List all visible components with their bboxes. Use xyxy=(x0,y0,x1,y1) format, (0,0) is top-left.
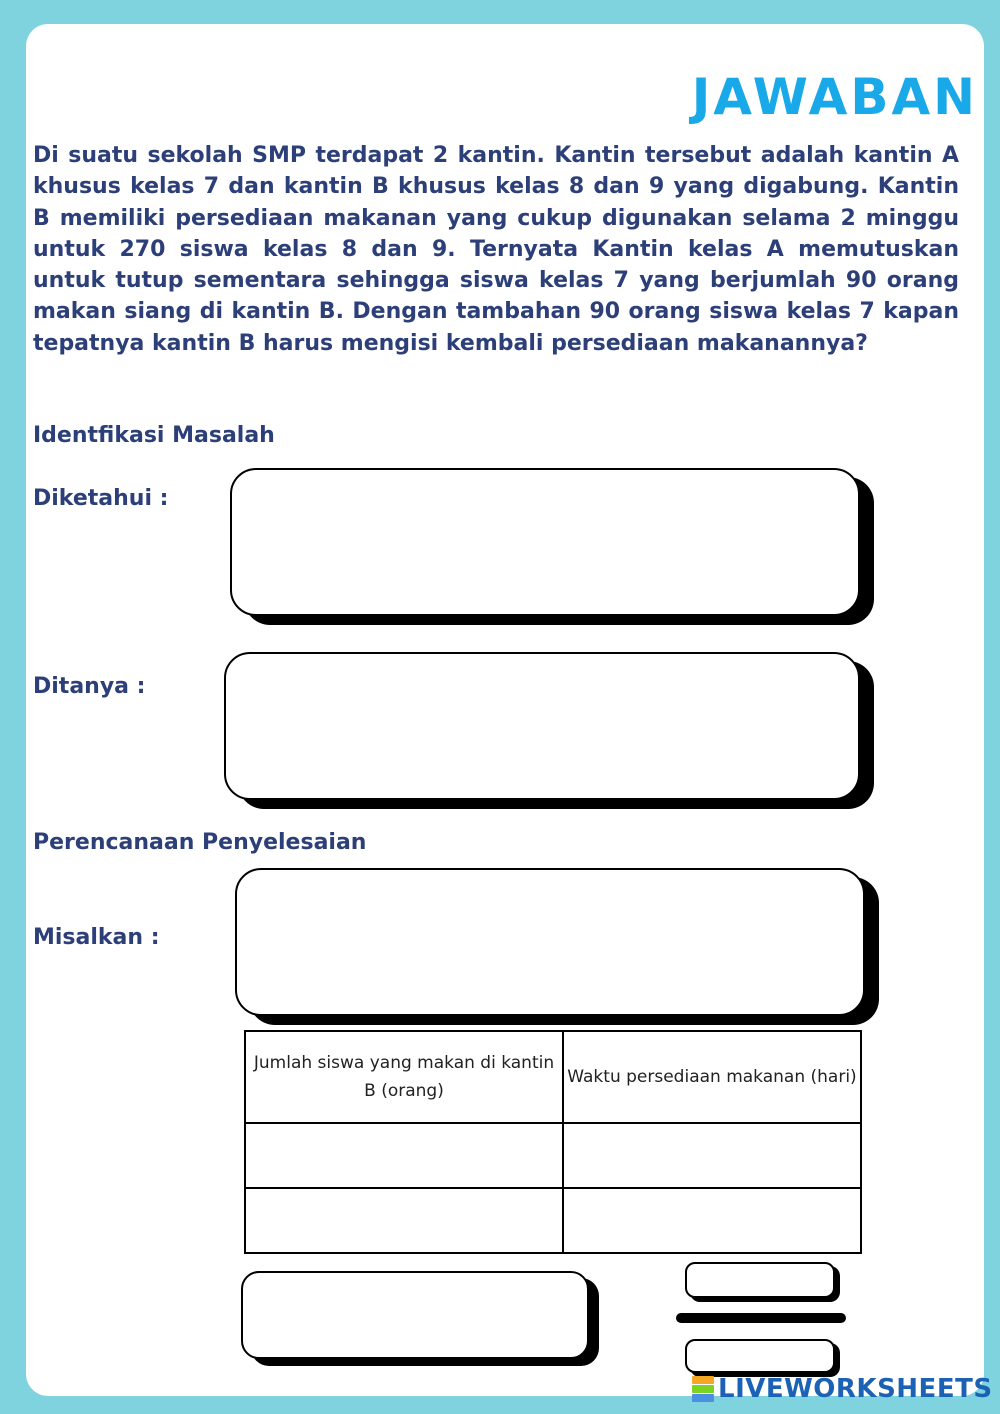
expression-input[interactable] xyxy=(243,1273,587,1357)
known-input[interactable] xyxy=(232,470,858,614)
liveworksheets-brand xyxy=(692,1374,993,1404)
days-input-2[interactable] xyxy=(564,1189,860,1252)
denominator-box[interactable] xyxy=(685,1339,835,1373)
known-answer-box[interactable] xyxy=(230,468,860,616)
liveworksheets-logo-icon xyxy=(692,1376,714,1402)
days-input-1[interactable] xyxy=(564,1124,860,1187)
suppose-input[interactable] xyxy=(237,870,863,1014)
column-header-students: Jumlah siswa yang makan di kantin B (orang) xyxy=(245,1031,563,1123)
numerator-box[interactable] xyxy=(685,1262,835,1298)
table-cell[interactable] xyxy=(563,1188,861,1253)
suppose-label: Misalkan : xyxy=(33,925,160,950)
known-label: Diketahui : xyxy=(33,486,169,511)
table-row xyxy=(245,1188,861,1253)
table-header-row xyxy=(245,1031,861,1123)
suppose-answer-box[interactable] xyxy=(235,868,865,1016)
problem-statement: Di suatu sekolah SMP terdapat 2 kantin. Kantin tersebut adalah kantin A khusus kelas 7 dan kantin B khusus kelas 8 dan 9 yang digabung. Kantin B memiliki persediaan makanan yang cukup digunakan selama 2 minggu untuk 270 siswa kelas 8 dan 9. Ternyata Kantin kelas A memutuskan untuk tutup sementara sehingga siswa kelas 7 yang berjumlah 90 orang makan siang di kantin B. Dengan tambahan 90 orang siswa kelas 7 kapan tepatnya kantin B harus mengisi kembali persediaan makanannya? xyxy=(33,143,959,356)
page-title: JAWABAN xyxy=(691,68,978,126)
asked-answer-box[interactable] xyxy=(224,652,860,800)
section-identification-heading: Identfikasi Masalah xyxy=(33,423,275,448)
table-row xyxy=(245,1123,861,1188)
fraction-bar xyxy=(676,1313,846,1323)
numerator-input[interactable] xyxy=(687,1264,833,1296)
table-cell[interactable] xyxy=(245,1188,563,1253)
expression-answer-box[interactable] xyxy=(241,1271,589,1359)
students-input-2[interactable] xyxy=(246,1189,562,1252)
asked-label: Ditanya : xyxy=(33,674,146,699)
students-input-1[interactable] xyxy=(246,1124,562,1187)
denominator-input[interactable] xyxy=(687,1341,833,1371)
proportion-table xyxy=(244,1030,862,1254)
section-planning-heading: Perencanaan Penyelesaian xyxy=(33,830,367,855)
table-cell[interactable] xyxy=(245,1123,563,1188)
brand-name: LIVEWORKSHEETS xyxy=(718,1374,993,1404)
asked-input[interactable] xyxy=(226,654,858,798)
column-header-days: Waktu persediaan makanan (hari) xyxy=(563,1031,861,1123)
table-cell[interactable] xyxy=(563,1123,861,1188)
